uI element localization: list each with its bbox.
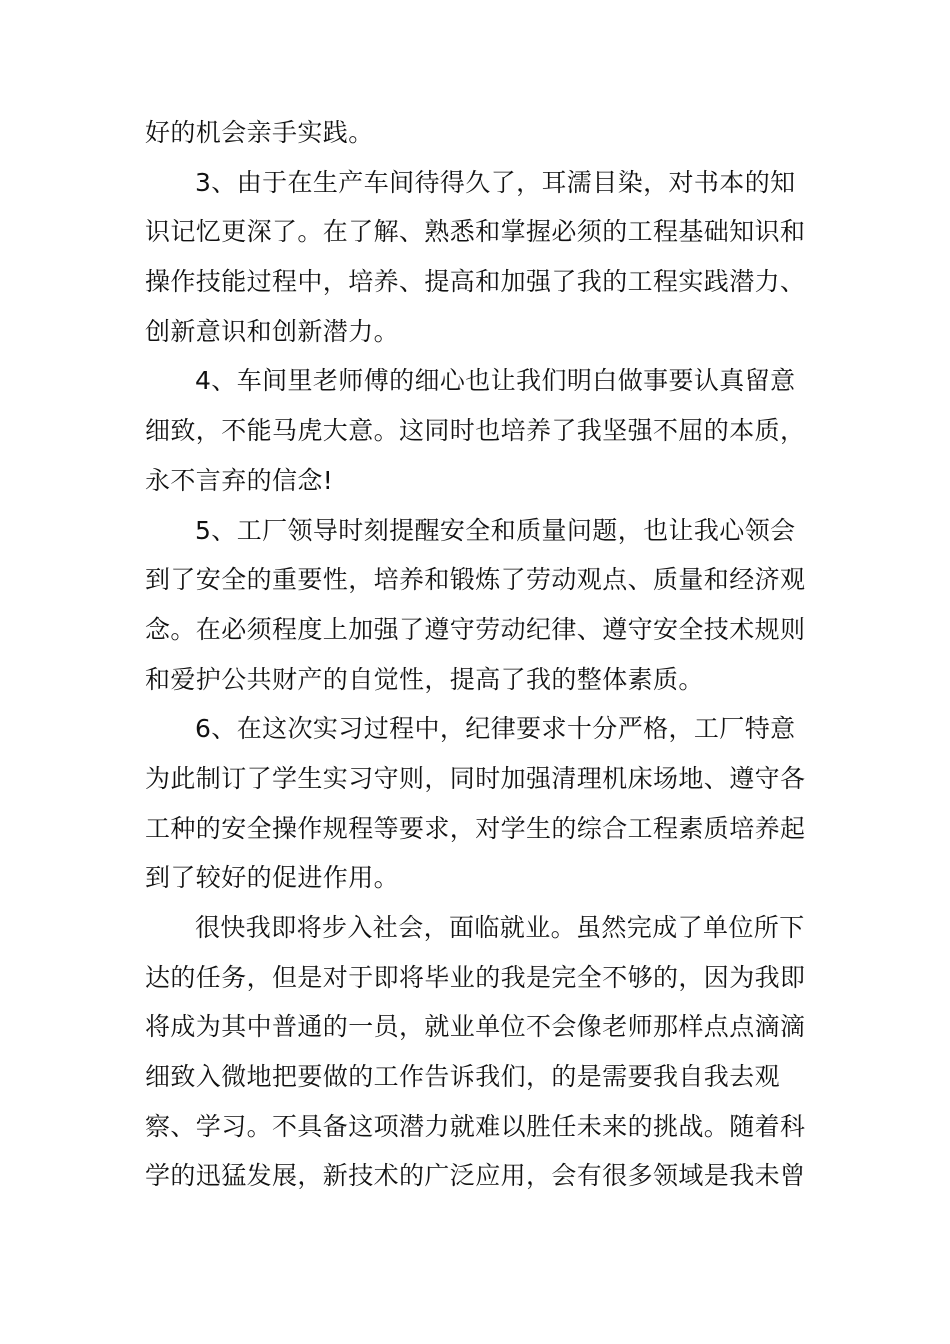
text-line: 将成为其中普通的一员，就业单位不会像老师那样点点滴滴	[145, 1012, 806, 1042]
text-line: 细致入微地把要做的工作告诉我们，的是需要我自我去观	[145, 1062, 781, 1092]
text-line: 永不言弃的信念!	[145, 465, 334, 495]
text-line: 操作技能过程中，培养、提高和加强了我的工程实践潜力、	[145, 267, 806, 297]
text-line: 很快我即将步入社会，面临就业。虽然完成了单位所下	[195, 913, 805, 942]
text-line: 达的任务，但是对于即将毕业的我是完全不够的，因为我即	[145, 962, 806, 992]
text-line: 和爱护公共财产的自觉性，提高了我的整体素质。	[145, 664, 704, 694]
text-line: 6、在这次实习过程中，纪律要求十分严格，工厂特意	[195, 714, 796, 744]
text-line: 察、学习。不具备这项潜力就难以胜任未来的挑战。随着科	[145, 1111, 806, 1141]
text-line: 学的迅猛发展，新技术的广泛应用，会有很多领域是我未曾	[145, 1161, 806, 1191]
text-line: 识记忆更深了。在了解、熟悉和掌握必须的工程基础知识和	[145, 217, 806, 247]
text-line: 创新意识和创新潜力。	[145, 316, 400, 346]
text-line: 工种的安全操作规程等要求，对学生的综合工程素质培养起	[145, 813, 806, 843]
text-line: 4、车间里老师傅的细心也让我们明白做事要认真留意	[195, 366, 796, 396]
text-line: 3、由于在生产车间待得久了，耳濡目染，对书本的知	[195, 167, 796, 197]
text-line: 细致，不能马虎大意。这同时也培养了我坚强不屈的本质，	[145, 416, 806, 446]
text-line: 为此制订了学生实习守则，同时加强清理机床场地、遵守各	[145, 763, 806, 793]
text-line: 念。在必须程度上加强了遵守劳动纪律、遵守安全技术规则	[145, 614, 806, 644]
text-line: 好的机会亲手实践。	[145, 118, 374, 147]
document-body	[145, 108, 821, 1201]
text-line: 到了安全的重要性，培养和锻炼了劳动观点、质量和经济观	[145, 565, 806, 595]
text-line: 5、工厂领导时刻提醒安全和质量问题，也让我心领会	[195, 515, 796, 545]
text-line: 到了较好的促进作用。	[145, 863, 400, 893]
